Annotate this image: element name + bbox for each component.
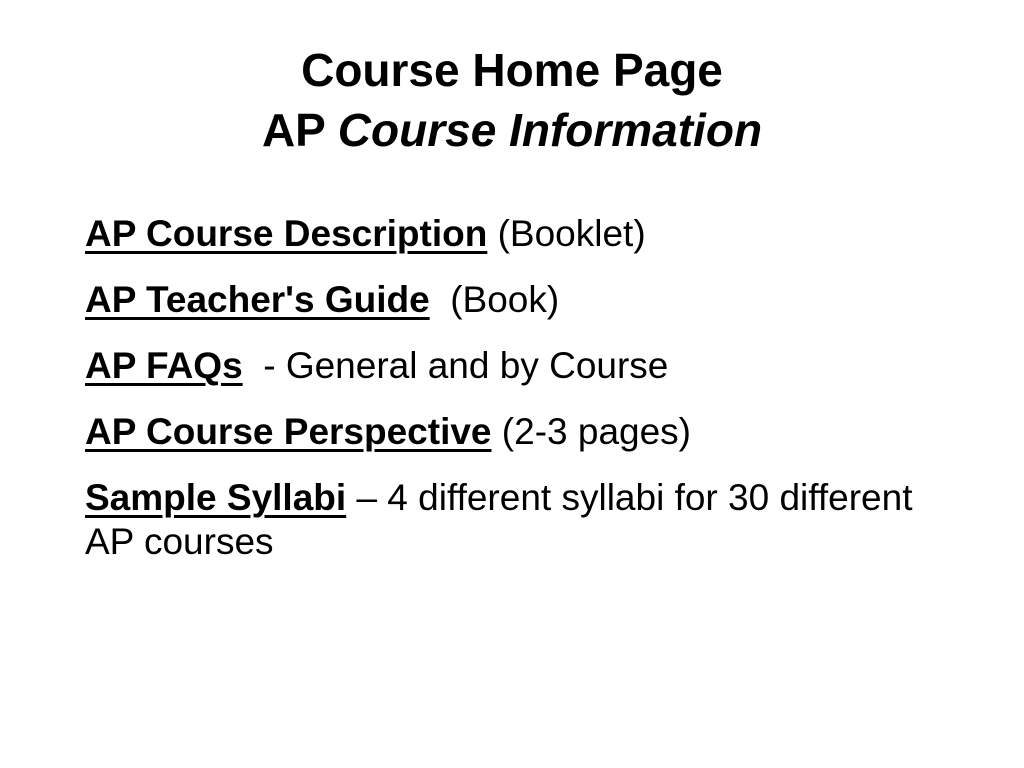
item-note: (Book): [429, 279, 560, 320]
list-item-teachers-guide: [85, 278, 945, 322]
list-item-course-description: [85, 212, 945, 256]
faqs-link[interactable]: AP FAQs: [85, 345, 243, 386]
list-item-sample-syllabi: [85, 476, 945, 564]
title-prefix: AP: [261, 104, 326, 156]
page-title: [0, 40, 1024, 160]
title-line-2: [0, 100, 1024, 160]
item-note: - General and by Course: [242, 345, 669, 386]
item-note: (Booklet): [487, 213, 646, 254]
sample-syllabi-link[interactable]: Sample Syllabi: [85, 477, 347, 518]
title-line-1: Course Home Page: [301, 44, 723, 96]
teachers-guide-link[interactable]: AP Teacher's Guide: [85, 279, 430, 320]
course-description-link[interactable]: AP Course Description: [85, 213, 488, 254]
list-item-faqs: [85, 344, 945, 388]
title-italic: Course Information: [337, 104, 763, 156]
item-note: – 4 different syllabi for 30 different AP courses: [85, 477, 913, 562]
item-note: (2-3 pages): [491, 411, 692, 452]
course-perspective-link[interactable]: AP Course Perspective: [85, 411, 492, 452]
link-list: [85, 212, 945, 586]
list-item-course-perspective: [85, 410, 945, 454]
